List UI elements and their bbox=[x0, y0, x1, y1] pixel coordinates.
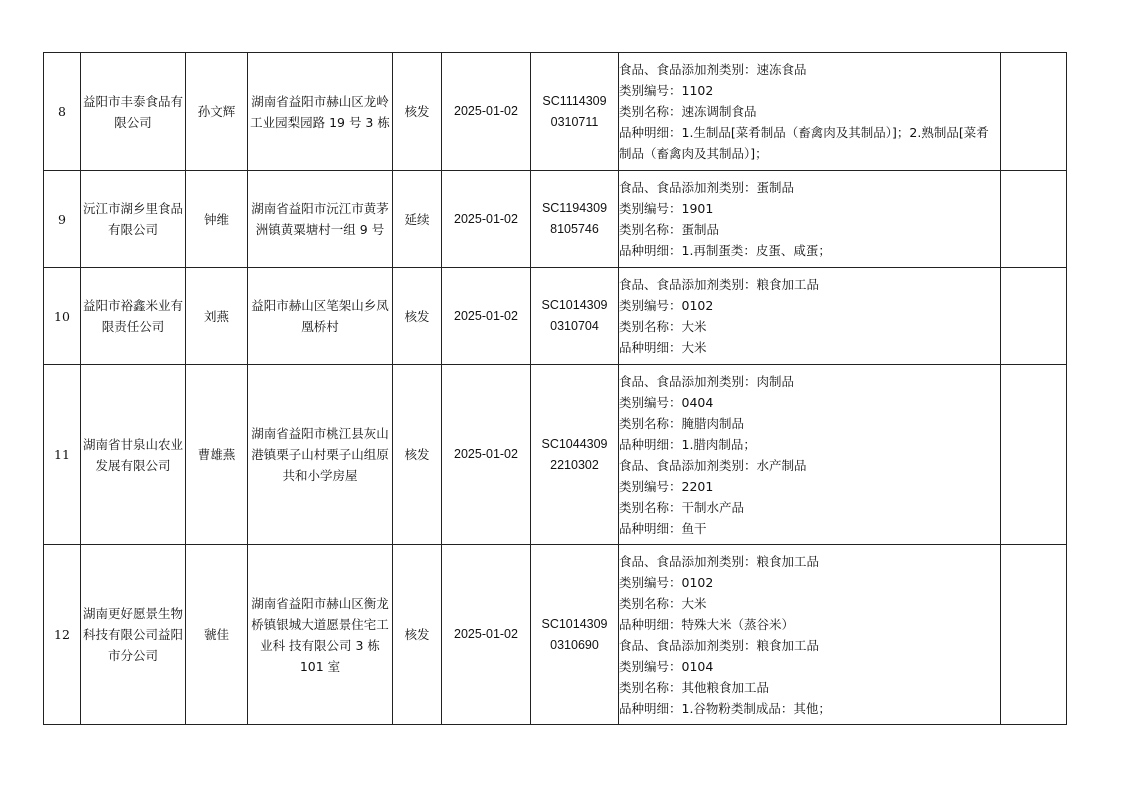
license-number-line2: 0310704 bbox=[550, 319, 599, 333]
company-name: 湖南省甘泉山农业发展有限公司 bbox=[81, 365, 186, 545]
legal-representative: 钟维 bbox=[186, 171, 248, 268]
production-address: 湖南省益阳市赫山区衡龙桥镇银城大道愿景住宅工业科 技有限公司 3 栋 101 室 bbox=[248, 545, 393, 725]
detail-line: 类别名称：其他粮食加工品 bbox=[619, 679, 770, 695]
detail-line: 品种明细：1.再制蛋类：皮蛋、咸蛋； bbox=[619, 243, 831, 258]
detail-line: 类别编号：0404 bbox=[619, 394, 714, 410]
issue-date: 2025-01-02 bbox=[442, 53, 531, 171]
license-number-line1: SC1014309 bbox=[541, 616, 608, 631]
license-number-line1: SC1014309 bbox=[541, 298, 608, 312]
table-row bbox=[44, 53, 1067, 171]
legal-representative: 虢佳 bbox=[186, 545, 248, 725]
production-address: 湖南省益阳市沅江市黄茅洲镇黄粟塘村一组 9 号 bbox=[248, 171, 393, 268]
company-name: 益阳市裕鑫米业有限责任公司 bbox=[81, 268, 186, 365]
license-number bbox=[531, 53, 619, 171]
detail-line: 类别编号：1901 bbox=[619, 201, 714, 216]
license-table bbox=[43, 52, 1067, 725]
detail-line: 食品、食品添加剂类别：肉制品 bbox=[619, 373, 795, 389]
row-number: 12 bbox=[44, 545, 81, 725]
detail-line: 品种明细：鱼干 bbox=[619, 520, 707, 536]
license-number-line2: 0310711 bbox=[550, 114, 599, 129]
detail-line: 类别名称：干制水产品 bbox=[619, 499, 745, 515]
table-row bbox=[44, 365, 1067, 545]
company-name: 益阳市丰泰食品有限公司 bbox=[81, 53, 186, 171]
issue-date: 2025-01-02 bbox=[442, 365, 531, 545]
remarks-cell bbox=[1001, 268, 1067, 365]
detail-line: 类别名称：大米 bbox=[619, 595, 707, 611]
license-type: 核发 bbox=[393, 545, 442, 725]
detail-line: 品种明细：大米 bbox=[619, 340, 707, 355]
product-details bbox=[619, 268, 1001, 365]
detail-line: 类别名称：速冻调制食品 bbox=[619, 104, 757, 119]
product-details bbox=[619, 171, 1001, 268]
license-number-line2: 8105746 bbox=[550, 222, 599, 236]
license-type: 核发 bbox=[393, 268, 442, 365]
issue-date: 2025-01-02 bbox=[442, 171, 531, 268]
detail-line: 类别编号：0104 bbox=[619, 658, 714, 674]
license-number-line1: SC1044309 bbox=[541, 436, 608, 451]
table-row bbox=[44, 268, 1067, 365]
company-name: 沅江市湖乡里食品有限公司 bbox=[81, 171, 186, 268]
license-type: 核发 bbox=[393, 365, 442, 545]
row-number: 10 bbox=[44, 268, 81, 365]
detail-line: 食品、食品添加剂类别：蛋制品 bbox=[619, 180, 795, 195]
license-number-line1: SC1194309 bbox=[541, 201, 608, 215]
detail-line: 类别名称：蛋制品 bbox=[619, 222, 720, 237]
detail-line: 品种明细：1.腊肉制品； bbox=[619, 436, 756, 452]
remarks-cell bbox=[1001, 365, 1067, 545]
issue-date: 2025-01-02 bbox=[442, 545, 531, 725]
detail-line: 品种明细：1.谷物粉类制成品：其他； bbox=[619, 700, 831, 716]
row-number: 8 bbox=[44, 53, 81, 171]
detail-line: 类别编号：1102 bbox=[619, 83, 714, 98]
legal-representative: 刘燕 bbox=[186, 268, 248, 365]
detail-line: 食品、食品添加剂类别：粮食加工品 bbox=[619, 637, 820, 653]
row-number: 9 bbox=[44, 171, 81, 268]
license-type: 核发 bbox=[393, 53, 442, 171]
license-number-line2: 2210302 bbox=[550, 457, 599, 472]
detail-line: 类别编号：0102 bbox=[619, 298, 714, 313]
production-address: 湖南省益阳市桃江县灰山港镇栗子山村栗子山组原共和小学房屋 bbox=[248, 365, 393, 545]
table-row bbox=[44, 171, 1067, 268]
remarks-cell bbox=[1001, 53, 1067, 171]
product-details bbox=[619, 365, 1001, 545]
detail-line: 类别名称：腌腊肉制品 bbox=[619, 415, 745, 431]
product-details bbox=[619, 53, 1001, 171]
license-number-line2: 0310690 bbox=[550, 637, 599, 652]
license-number-line1: SC1114309 bbox=[542, 93, 607, 108]
remarks-cell bbox=[1001, 171, 1067, 268]
production-address: 益阳市赫山区笔架山乡凤凰桥村 bbox=[248, 268, 393, 365]
detail-line: 类别编号：0102 bbox=[619, 574, 714, 590]
detail-line: 类别编号：2201 bbox=[619, 478, 714, 494]
detail-line: 食品、食品添加剂类别：粮食加工品 bbox=[619, 277, 820, 292]
detail-line: 品种明细：1.生制品[菜肴制品（畜禽肉及其制品）]；2.熟制品[菜肴制品（畜禽肉及其制品）]； bbox=[619, 125, 989, 161]
detail-line: 食品、食品添加剂类别：水产制品 bbox=[619, 457, 807, 473]
license-number bbox=[531, 365, 619, 545]
detail-line: 品种明细：特殊大米（蒸谷米） bbox=[619, 616, 795, 632]
license-number bbox=[531, 545, 619, 725]
issue-date: 2025-01-02 bbox=[442, 268, 531, 365]
license-number bbox=[531, 171, 619, 268]
detail-line: 食品、食品添加剂类别：速冻食品 bbox=[619, 62, 807, 77]
table-row bbox=[44, 545, 1067, 725]
remarks-cell bbox=[1001, 545, 1067, 725]
license-type: 延续 bbox=[393, 171, 442, 268]
legal-representative: 曹雄燕 bbox=[186, 365, 248, 545]
legal-representative: 孙文辉 bbox=[186, 53, 248, 171]
production-address: 湖南省益阳市赫山区龙岭工业园梨园路 19 号 3 栋 bbox=[248, 53, 393, 171]
detail-line: 类别名称：大米 bbox=[619, 319, 707, 334]
detail-line: 食品、食品添加剂类别：粮食加工品 bbox=[619, 553, 820, 569]
row-number: 11 bbox=[44, 365, 81, 545]
license-number bbox=[531, 268, 619, 365]
product-details bbox=[619, 545, 1001, 725]
company-name: 湖南更好愿景生物科技有限公司益阳市分公司 bbox=[81, 545, 186, 725]
